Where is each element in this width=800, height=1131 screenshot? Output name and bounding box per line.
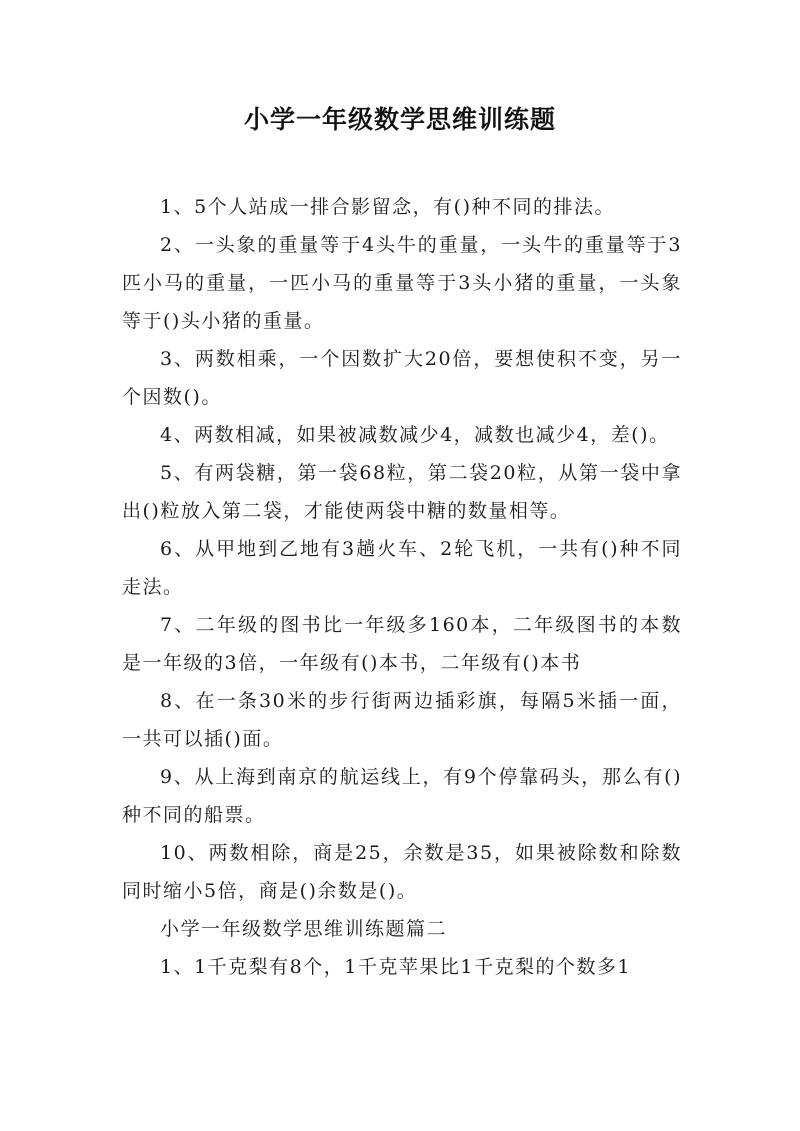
document-title: 小学一年级数学思维训练题 bbox=[243, 105, 556, 134]
question-2: 2、一头象的重量等于4头牛的重量，一头牛的重量等于3匹小马的重量，一匹小马的重量等于3头小猪的重量，一头象等于()头小猪的重量。 bbox=[122, 234, 682, 332]
question-7: 7、二年级的图书比一年级多160本，二年级图书的本数是一年级的3倍，一年级有()本书，二年级有()本书 bbox=[122, 614, 682, 674]
document-body bbox=[122, 188, 682, 986]
question-1: 1、5个人站成一排合影留念，有()种不同的排法。 bbox=[160, 196, 616, 218]
part-two-question-1: 1、1千克梨有8个，1千克苹果比1千克梨的个数多1 bbox=[160, 956, 632, 978]
question-3: 3、两数相乘，一个因数扩大20倍，要想使积不变，另一个因数()。 bbox=[122, 348, 682, 408]
question-4: 4、两数相减，如果被减数减少4，减数也减少4，差()。 bbox=[160, 424, 670, 446]
question-8: 8、在一条30米的步行街两边插彩旗，每隔5米插一面，一共可以插()面。 bbox=[122, 690, 682, 750]
section-heading-part-two: 小学一年级数学思维训练题篇二 bbox=[160, 918, 448, 940]
question-5: 5、有两袋糖，第一袋68粒，第二袋20粒，从第一袋中拿出()粒放入第二袋，才能使两袋中糖的数量相等。 bbox=[122, 462, 682, 522]
question-6: 6、从甲地到乙地有3趟火车、2轮飞机，一共有()种不同走法。 bbox=[122, 538, 682, 598]
question-10: 10、两数相除，商是25，余数是35，如果被除数和除数同时缩小5倍，商是()余数是()。 bbox=[122, 842, 682, 902]
question-9: 9、从上海到南京的航运线上，有9个停靠码头，那么有()种不同的船票。 bbox=[122, 766, 682, 826]
